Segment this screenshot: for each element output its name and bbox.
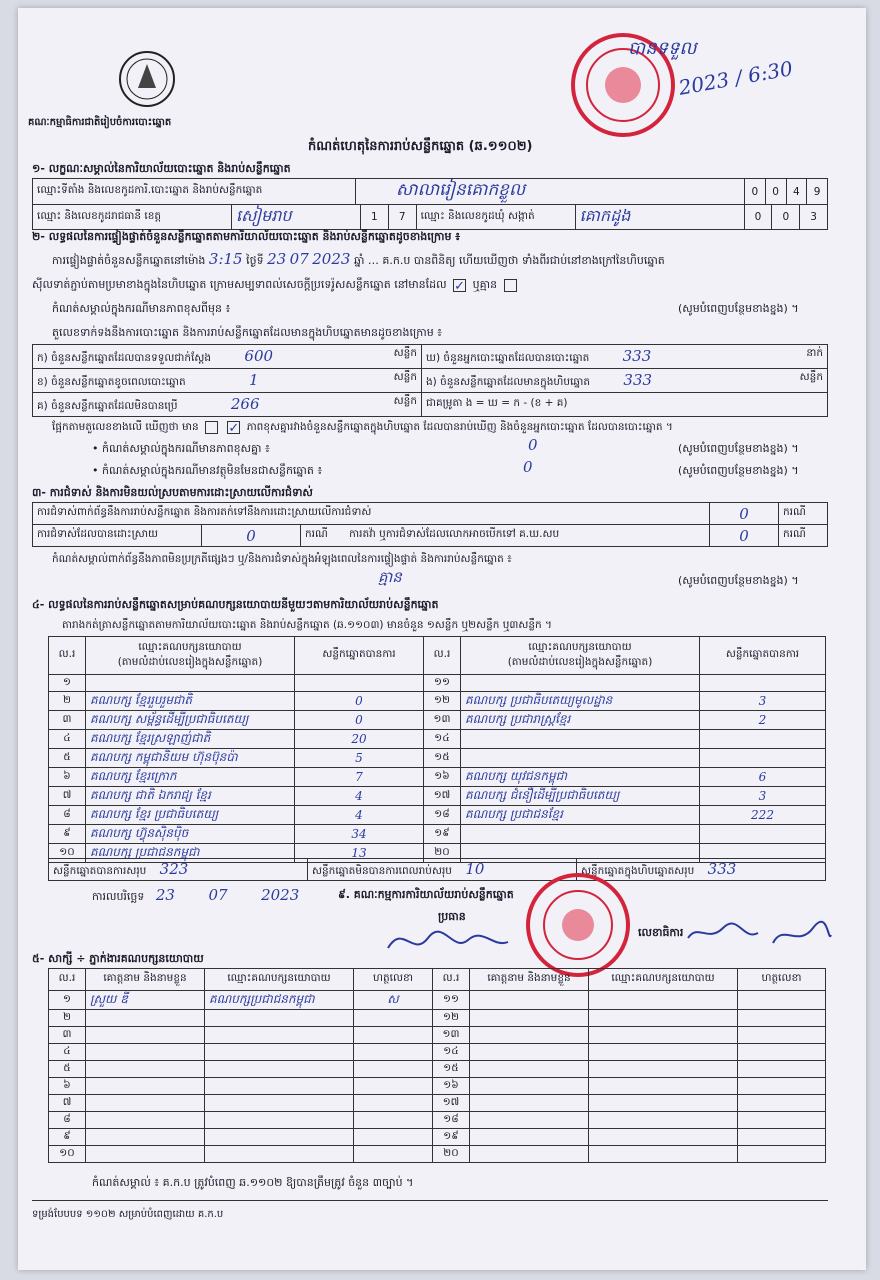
witness-party [205, 1112, 354, 1129]
witness-party [205, 1078, 354, 1095]
party-name: គណបក្ស ប្រជាធិបតេយ្យមូលដ្ឋាន [461, 692, 700, 711]
witness-signature [738, 1078, 826, 1095]
witness-no: ២០ [433, 1146, 470, 1163]
witness-name [470, 1146, 589, 1163]
col-party-left [86, 637, 295, 675]
verify-month: 07 [289, 250, 309, 268]
witness-signature [738, 1061, 826, 1078]
spoiled-ballots-unit: សន្លឹក [393, 370, 417, 383]
difference-note-label: • កំណត់សម្គាល់ក្នុងករណីមានភាពខុសគ្នា ៖ [92, 442, 270, 455]
party-votes: 6 [700, 768, 826, 787]
irregularity-note-value: គ្មាន [378, 568, 402, 586]
party-no: ២០ [424, 844, 461, 863]
place-label: ឈ្មោះទីតាំង និងលេខកូដការិ.បោះឆ្នោត និងរាប់សន្លឹកឆ្នោត [33, 179, 356, 205]
party-votes: 4 [295, 787, 424, 806]
table-row [49, 675, 826, 692]
col-party-left-title: ឈ្មោះគណបក្សនយោបាយ [138, 640, 242, 653]
ballot-figures-table [32, 344, 828, 417]
party-no: ១២ [424, 692, 461, 711]
received-ballots-value: 600 [244, 346, 274, 365]
committee-label: ៩. គណៈកម្មការការិយាល័យរាប់សន្លឹកឆ្នោត [338, 888, 514, 901]
witness-no: ៧ [49, 1095, 86, 1112]
party-name: គណបក្ស ប្រជាជនខ្មែរ [461, 806, 700, 825]
party-name: គណបក្ស ប្រជារាស្ត្រខ្មែរ [461, 711, 700, 730]
place-code-1: 0 [745, 179, 766, 205]
received-time: 2023 / 6:30 [676, 56, 795, 100]
witness-signature [354, 1061, 433, 1078]
diff-note-hint: (សូមបំពេញបន្ថែមខាងខ្នង) ។ [678, 302, 799, 315]
section3-title: ៣- ការជំទាស់ និងការមិនយល់ស្របតាមការដោះស្រាយលើការជំទាស់ [32, 486, 313, 499]
party-votes: 0 [295, 692, 424, 711]
form-code: ទម្រង់បែបបទ ១១០២ សម្រាប់បំពេញដោយ គ.ក.ប [32, 1209, 224, 1220]
section4-title: ៤- លទ្ធផលនៃការរាប់សន្លឹកឆ្នោតសម្រាប់គណបក្សនយោបាយនីមួយៗតាមការិយាល័យរាប់សន្លឹកឆ្នោត [32, 598, 439, 611]
witness-party [589, 1044, 738, 1061]
party-votes: 4 [295, 806, 424, 825]
party-no: ២ [49, 692, 86, 711]
witness-col-name-left: គោត្តនាម និងនាមខ្លួន [86, 969, 205, 991]
invalid-total-value: 10 [465, 859, 485, 878]
party-votes [700, 749, 826, 768]
witness-col-party-right: ឈ្មោះគណបក្សនយោបាយ [589, 969, 738, 991]
voters-label: ឃ) ចំនួនអ្នកបោះឆ្នោតដែលបានបោះឆ្នោត [426, 351, 590, 364]
witness-name [86, 1010, 205, 1027]
witness-signature [354, 1044, 433, 1061]
compare-line [52, 420, 673, 434]
col-votes-left: សន្លឹកឆ្នោតបានការ [295, 637, 424, 675]
section2-title: ២- លទ្ធផលនៃការផ្ទៀងផ្ទាត់ចំនួនសន្លឹកឆ្នោតតាមការិយាល័យបោះឆ្នោត និងរាប់សន្លឹកឆ្នោតដូចខាងក្រោម ៖ [32, 230, 461, 243]
col-party-right [461, 637, 700, 675]
witness-name [86, 1027, 205, 1044]
received-ballots-label: ក) ចំនួនសន្លឹកឆ្នោតដែលបានទទួលជាក់ស្តែង [37, 351, 212, 364]
party-no: ១៨ [424, 806, 461, 825]
objection-row1-value: 0 [710, 503, 779, 525]
chair-label: ប្រធាន [438, 910, 466, 923]
witness-table [48, 968, 826, 1163]
witness-name [470, 1095, 589, 1112]
secretary-label: លេខាធិការ [638, 926, 684, 939]
spoiled-ballots-label: ខ) ចំនួនសន្លឹកឆ្នោតខូចពេលបោះឆ្នោត [37, 375, 186, 388]
table-row [49, 730, 826, 749]
box-ballots-label: ង) ចំនួនសន្លឹកឆ្នោតដែលមានក្នុងហិបឆ្នោត [426, 375, 591, 388]
witness-no: ៥ [49, 1061, 86, 1078]
party-votes [700, 675, 826, 692]
witness-signature [354, 1078, 433, 1095]
witness-no: ៤ [49, 1044, 86, 1061]
witness-party [589, 1095, 738, 1112]
party-no: ១៤ [424, 730, 461, 749]
province-code-2: 7 [388, 205, 416, 230]
witness-signature [354, 1027, 433, 1044]
party-votes: 0 [295, 711, 424, 730]
party-votes [295, 675, 424, 692]
party-votes: 3 [700, 692, 826, 711]
difference-no-checkbox[interactable] [227, 421, 240, 434]
table-row [49, 749, 826, 768]
party-votes: 20 [295, 730, 424, 749]
witness-party [589, 1112, 738, 1129]
objection-row2-label: ការជំទាស់ដែលបានដោះស្រាយ [33, 525, 202, 547]
verify-line1 [52, 252, 665, 268]
witness-party [589, 1078, 738, 1095]
objection-row3-value: 0 [710, 525, 779, 547]
witness-no: ១២ [433, 1010, 470, 1027]
witness-name: ស្រួយ ឌី [86, 991, 205, 1010]
party-no: ៣ [49, 711, 86, 730]
box-ballots-value: 333 [623, 370, 653, 389]
place-code-4: 9 [807, 179, 828, 205]
verify-line2-text: ស៊ីលទាត់ភ្ជាប់តាមប្រមាខាងក្នុងនៃហិបឆ្នោត ក្រោមសម្បទាពល់សេចក្តីប្រទេរ៉ូសសន្លឹកឆ្នោត នៅមានដែល [32, 278, 447, 291]
witness-col-party-left: ឈ្មោះគណបក្សនយោបាយ [205, 969, 354, 991]
party-results-table [48, 636, 826, 863]
witness-signature [738, 991, 826, 1010]
table-row [49, 1078, 826, 1095]
irregularity-note-label: កំណត់សម្គាល់ពាក់ព័ន្ធនឹងភាពមិនប្រក្រតីផ្សេងៗ ឬ/និងការជំទាស់ក្នុងអំឡុងពេលនៃការផ្ទៀងផ្ទាត់ និងការរាប់សន្លឹកឆ្នោត ៖ [52, 553, 512, 565]
party-name [461, 825, 700, 844]
party-name: គណបក្ស សម្ព័ន្ធដើម្បីប្រជាធិបតេយ្យ [86, 711, 295, 730]
commune-value: គោកដូង [575, 205, 744, 230]
spoiled-ballots-value: 1 [249, 370, 259, 389]
witness-party [589, 991, 738, 1010]
witness-name [470, 1129, 589, 1146]
report-date-year: 2023 [261, 886, 300, 904]
table-row [49, 1146, 826, 1163]
table-row [49, 825, 826, 844]
tally-sheet-note: តារាងកត់ត្រាសន្លឹកឆ្នោតតាមការិយាល័យបោះឆ្នោត និងរាប់សន្លឹកឆ្នោត (ឆ.១១០៣) មានចំនួន ១សន្លឹក ឬ២សន្លឹក ឬ៣សន្លឹក ។ [62, 619, 552, 631]
party-name [461, 675, 700, 692]
party-votes [700, 825, 826, 844]
witness-signature [354, 1129, 433, 1146]
nec-name: គណៈកម្មាធិការជាតិរៀបចំការបោះឆ្នោត [28, 117, 172, 128]
witness-signature [738, 1129, 826, 1146]
witness-no: ១៩ [433, 1129, 470, 1146]
witness-col-name-right: គោត្តនាម និងនាមខ្លួន [470, 969, 589, 991]
received-ballots-unit: សន្លឹក [393, 346, 417, 359]
party-name: គណបក្ស ប្រជាជនកម្ពុជា [86, 844, 295, 863]
witness-no: ១៥ [433, 1061, 470, 1078]
table-row [49, 991, 826, 1010]
party-name [461, 749, 700, 768]
witness-name [86, 1146, 205, 1163]
party-votes: 2 [700, 711, 826, 730]
col-party-left-sub: (តាមលំដាប់លេខរៀងក្នុងសន្លឹកឆ្នោត) [117, 655, 263, 668]
difference-yes-checkbox[interactable] [205, 421, 218, 434]
section1-title: ១- លក្ខណៈសម្គាល់នៃការិយាល័យបោះឆ្នោត និងរាប់សន្លឹកឆ្នោត [32, 162, 291, 175]
witness-party [205, 1044, 354, 1061]
witness-signature [738, 1044, 826, 1061]
province-value: សៀមរាប [232, 205, 361, 230]
unused-ballots-unit: សន្លឹក [393, 394, 417, 407]
irregularity-note-hint: (សូមបំពេញបន្ថែមខាងខ្នង) ។ [678, 574, 799, 587]
committee-stamp-icon [523, 870, 633, 980]
compare-text: ផ្អែកតាមតួលេខខាងលើ ឃើញថា មាន [52, 421, 199, 433]
witness-col-no-right: ល.រ [433, 969, 470, 991]
unused-ballots-label: គ) ចំនួនសន្លឹកឆ្នោតដែលមិនបានប្រើ [37, 399, 178, 412]
table-row [49, 787, 826, 806]
witness-name [470, 1061, 589, 1078]
table-row [49, 1129, 826, 1146]
witness-name [470, 991, 589, 1010]
witness-name [470, 1112, 589, 1129]
foreign-object-note-label: • កំណត់សម្គាល់ក្នុងករណីមានវត្ថុមិនមែនជាសន្លឹកឆ្នោត ៖ [92, 464, 323, 477]
chair-signature-icon [383, 918, 513, 963]
objection-row2-unit-text: ករណី [305, 528, 328, 540]
formula: ជាគម្រូតា ង = ឃ = ក - (ខ + គ) [422, 393, 828, 417]
party-votes: 222 [700, 806, 826, 825]
objection-row2-value: 0 [202, 525, 301, 547]
place-value: សាលារៀនគោកខ្លួល [356, 179, 745, 205]
party-name [461, 730, 700, 749]
report-date-day: 23 [155, 886, 175, 904]
party-votes: 5 [295, 749, 424, 768]
party-no: ១៩ [424, 825, 461, 844]
secretary-signature-icon [683, 913, 833, 958]
party-no: ៨ [49, 806, 86, 825]
witness-name [470, 1078, 589, 1095]
commune-code-3: 3 [800, 205, 828, 230]
witness-no: ២ [49, 1010, 86, 1027]
commune-label: ឈ្មោះ និងលេខកូដឃុំ សង្កាត់ [416, 205, 575, 230]
witness-no: ៣ [49, 1027, 86, 1044]
witness-no: ១៨ [433, 1112, 470, 1129]
form-title: កំណត់ហេតុនៃការរាប់សន្លឹកឆ្នោត (ឆ.១១០២) [308, 139, 533, 154]
valid-total-label: សន្លឹកឆ្នោតបានការសរុប [53, 864, 147, 877]
seal-none-label: ឬគ្មាន [472, 278, 498, 291]
party-votes: 34 [295, 825, 424, 844]
foreign-object-note-hint: (សូមបំពេញបន្ថែមខាងខ្នង) ។ [678, 464, 799, 477]
table-row [49, 768, 826, 787]
witness-col-sign-left: ហត្ថលេខា [354, 969, 433, 991]
witness-no: ១១ [433, 991, 470, 1010]
witness-party [589, 1010, 738, 1027]
witness-party [205, 1095, 354, 1112]
witness-no: ១៦ [433, 1078, 470, 1095]
invalid-total-label: សន្លឹកឆ្នោតមិនបានការពេលរាប់សរុប [312, 864, 452, 877]
party-no: ១១ [424, 675, 461, 692]
witness-no: ១៤ [433, 1044, 470, 1061]
witness-party [589, 1061, 738, 1078]
party-votes: 3 [700, 787, 826, 806]
party-no: ១០ [49, 844, 86, 863]
figures-intro: តួលេខទាក់ទងនឹងការបោះឆ្នោត និងការរាប់សន្លឹកឆ្នោតដែលមានក្នុងហិបឆ្នោតមានដូចខាងក្រោម ៖ [52, 326, 443, 339]
objections-table [32, 502, 828, 547]
objection-row2-unit [301, 525, 710, 547]
party-no: ៥ [49, 749, 86, 768]
witness-col-no-left: ល.រ [49, 969, 86, 991]
party-no: ៦ [49, 768, 86, 787]
party-no: ១៧ [424, 787, 461, 806]
witness-name [86, 1129, 205, 1146]
witness-no: ១ [49, 991, 86, 1010]
table-row [49, 1044, 826, 1061]
table-row [49, 1112, 826, 1129]
party-votes: 7 [295, 768, 424, 787]
table-row [49, 692, 826, 711]
unused-ballots-value: 266 [230, 394, 260, 413]
witness-name [86, 1061, 205, 1078]
party-rows [49, 675, 826, 863]
witness-no: ១០ [49, 1146, 86, 1163]
table-row [49, 1061, 826, 1078]
witness-signature [738, 1095, 826, 1112]
witness-signature [738, 1112, 826, 1129]
commune-code-2: 0 [772, 205, 800, 230]
col-no-right: ល.រ [424, 637, 461, 675]
footnote: កំណត់សម្គាល់ ៖ គ.ក.ប ត្រូវបំពេញ ឆ.១១០២ ឱ្យបានត្រឹមត្រូវ ចំនួន ៣ច្បាប់ ។ [92, 1176, 414, 1189]
box-total-label: សន្លឹកឆ្នោតក្នុងហិបឆ្នោតសរុប [581, 864, 695, 877]
witness-rows [49, 991, 826, 1163]
footer-divider [32, 1200, 828, 1201]
witness-name [470, 1044, 589, 1061]
box-total-value: 333 [707, 859, 737, 878]
witness-name [470, 1027, 589, 1044]
witness-signature [738, 1146, 826, 1163]
party-no: ៧ [49, 787, 86, 806]
verify-day: 23 [267, 250, 287, 268]
place-code-3: 4 [786, 179, 807, 205]
party-no: ១៣ [424, 711, 461, 730]
voters-unit: នាក់ [806, 346, 823, 359]
verify-day-label: ថ្ងៃទី [246, 254, 264, 267]
voters-value: 333 [622, 346, 652, 365]
witness-signature [354, 1112, 433, 1129]
nec-emblem-icon [118, 50, 176, 108]
verify-line2 [32, 278, 520, 292]
witness-signature [354, 1095, 433, 1112]
verify-year: 2023 [312, 250, 351, 268]
party-no: ១ [49, 675, 86, 692]
party-no: ១៦ [424, 768, 461, 787]
objection-row1-unit: ករណី [779, 503, 828, 525]
witness-no: ៦ [49, 1078, 86, 1095]
foreign-object-note-value: 0 [523, 458, 533, 476]
witness-signature [354, 1146, 433, 1163]
witness-name [86, 1095, 205, 1112]
party-name: គណបក្ស យុវជនកម្ពុជា [461, 768, 700, 787]
report-date-label: ការលបរិច្ឆេទ [92, 890, 145, 903]
seal-intact-checkbox[interactable] [453, 279, 466, 292]
diff-note-label: កំណត់សម្គាល់ក្នុងករណីមានភាពខុសពីមុន ៖ [52, 302, 231, 315]
witness-party [589, 1146, 738, 1163]
compare-tail: ភាពខុសគ្នារវាងចំនួនសន្លឹកឆ្នោតក្នុងហិបឆ្នោត ដែលបានរាប់ឃើញ និងចំនួនអ្នកបោះឆ្នោត ដែលបានបោះឆ្នោត ។ [246, 421, 673, 433]
witness-party [205, 1061, 354, 1078]
valid-total-value: 323 [159, 859, 189, 878]
party-no: ៤ [49, 730, 86, 749]
table-row [49, 1095, 826, 1112]
place-code-2: 0 [765, 179, 786, 205]
report-date [92, 888, 299, 904]
objection-row3-unit: ករណី [779, 525, 828, 547]
province-label: ឈ្មោះ និងលេខកូដរាជធានី ខេត្ត [33, 205, 232, 230]
province-commune-table [32, 204, 828, 230]
party-name: គណបក្ស ខ្មែររួបរួមជាតិ [86, 692, 295, 711]
table-row [49, 1027, 826, 1044]
col-no-left: ល.រ [49, 637, 86, 675]
party-no: ៩ [49, 825, 86, 844]
witness-name [86, 1078, 205, 1095]
objection-row1-label: ការជំទាស់ពាក់ព័ន្ធនឹងការរាប់សន្លឹកឆ្នោត និងការតក់ទៅនឹងការដោះស្រាយលើការជំទាស់ [33, 503, 710, 525]
witness-signature [738, 1010, 826, 1027]
report-date-month: 07 [208, 886, 228, 904]
witness-party [205, 1027, 354, 1044]
party-no: ១៥ [424, 749, 461, 768]
witness-name [86, 1112, 205, 1129]
witness-name [470, 1010, 589, 1027]
difference-note-value: 0 [528, 436, 538, 454]
verify-time: 3:15 [208, 250, 243, 268]
party-name: គណបក្ស ហ៊្វុនស៊ិនប៉ិច [86, 825, 295, 844]
party-votes [700, 730, 826, 749]
witness-party [589, 1129, 738, 1146]
witness-signature [354, 1010, 433, 1027]
witness-no: ៨ [49, 1112, 86, 1129]
box-ballots-unit: សន្លឹក [799, 370, 823, 383]
witness-no: ១៣ [433, 1027, 470, 1044]
witness-no: ៩ [49, 1129, 86, 1146]
party-name: គណបក្ស ខ្មែរក្រោក [86, 768, 295, 787]
col-party-right-sub: (តាមលំដាប់លេខរៀងក្នុងសន្លឹកឆ្នោត) [507, 655, 653, 668]
table-row [49, 711, 826, 730]
commune-code-1: 0 [744, 205, 772, 230]
seal-none-checkbox[interactable] [504, 279, 517, 292]
party-name: គណបក្ស កម្ពុជានិយម ហ៊ុនប៊ុនប៉ា [86, 749, 295, 768]
verify-line1-tail: ឆ្នាំ … គ.ក.ប បានពិនិត្យ ហើយឃើញថា ទាំងពីរជាប់នៅខាងក្រៅនៃហិបឆ្នោត [353, 254, 665, 267]
col-party-right-title: ឈ្មោះគណបក្សនយោបាយ [528, 640, 632, 653]
ballot-count-report-sheet [18, 8, 866, 1270]
party-name: គណបក្ស ខ្មែរ ប្រជាធិបតេយ្យ [86, 806, 295, 825]
table-row [49, 1010, 826, 1027]
witness-signature: ស [354, 991, 433, 1010]
verify-time-label: ការផ្ទៀងផ្ទាត់ចំនួនសន្លឹកឆ្នោតនៅម៉ោង [52, 254, 206, 267]
difference-note-hint: (សូមបំពេញបន្ថែមខាងខ្នង) ។ [678, 442, 799, 455]
witness-signature [738, 1027, 826, 1044]
party-name: គណបក្ស ជំនឿដើម្បីប្រជាធិបតេយ្យ [461, 787, 700, 806]
station-identity-table [32, 178, 828, 205]
witness-col-sign-right: ហត្ថលេខា [738, 969, 826, 991]
witness-party [589, 1027, 738, 1044]
party-name [86, 675, 295, 692]
party-name: គណបក្ស ខ្មែរស្រឡាញ់ជាតិ [86, 730, 295, 749]
section5-title: ៥- សាក្សី ÷ ភ្នាក់ងារគណបក្សនយោបាយ [32, 952, 204, 965]
objection-row3-label: ការតវ៉ា ឬការជំទាស់ដែលលោកអាចបើកទៅ គ.ឃ.សប [349, 528, 560, 540]
witness-no: ១៧ [433, 1095, 470, 1112]
table-row [49, 806, 826, 825]
witness-party [205, 1010, 354, 1027]
totals-table [48, 858, 826, 881]
witness-party: គណបក្សប្រជាជនកម្ពុជា [205, 991, 354, 1010]
province-code-1: 1 [361, 205, 389, 230]
witness-party [205, 1129, 354, 1146]
witness-party [205, 1146, 354, 1163]
party-votes: 13 [295, 844, 424, 863]
party-name: គណបក្ស ជាតិ ឯករាជ្យ ខ្មែរ [86, 787, 295, 806]
witness-name [86, 1044, 205, 1061]
col-votes-right: សន្លឹកឆ្នោតបានការ [700, 637, 826, 675]
received-note: បានទទួល [628, 38, 697, 59]
